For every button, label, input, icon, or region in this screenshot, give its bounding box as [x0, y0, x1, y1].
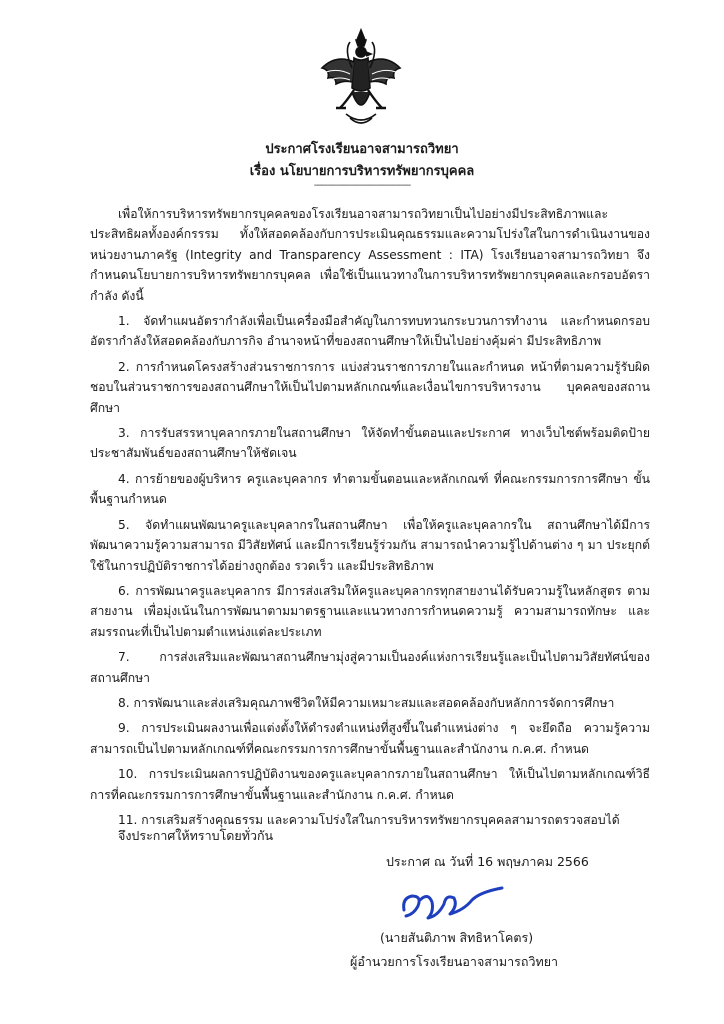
signature-icon — [398, 880, 508, 928]
signer-position: ผู้อำนวยการโรงเรียนอาจสามารถวิทยา — [350, 954, 559, 969]
policy-item-7: 7. การส่งเสริมและพัฒนาสถานศึกษามุ่งสู่ความเป็นองค์แห่งการเรียนรู้และเป็นไปตามวิสัยทัศน์ของสถานศึกษา — [90, 650, 650, 685]
policy-item-1: 1. จัดทำแผนอัตรากำลังเพื่อเป็นเครื่องมือสำคัญในการทบทวนกระบวนการทำงาน และกำหนดกรอบอัตรากำลังให้สอดคล้องกับภารกิจ อำนาจหน้าที่ของสถานศึกษาให้เป็นไปอย่างคุ้มค่า มีประสิทธิภาพ — [90, 314, 650, 349]
closing-statement: จึงประกาศให้ทราบโดยทั่วกัน — [118, 828, 274, 843]
policy-item-4: 4. การย้ายของผู้บริหาร ครูและบุคลากร ทำตามขั้นตอนและหลักเกณฑ์ ที่คณะกรรมการการศึกษา ขั้นพื้นฐานกำหนด — [90, 471, 650, 507]
signer-name: (นายสันติภาพ สิทธิหาโคตร) — [380, 930, 534, 945]
document-subject: เรื่อง นโยบายการบริหารทรัพยากรบุคคล — [249, 164, 475, 179]
garuda-emblem-icon — [316, 28, 406, 128]
intro-paragraph: เพื่อให้การบริหารทรัพยากรบุคคลของโรงเรียนอาจสามารถวิทยาเป็นไปอย่างมีประสิทธิภาพและประสิทธิผลทั้งองค์กรรรม ทั้งให้สอดคล้องกับการประเมินคุณธรรมและความโปร่งใสในการดำเนินงานของหน่วยงานภาครัฐ (Integrity and Transparency Assessment : ITA) โรงเรียนอาจสามารถวิทยา จึงกำหนดนโยบายการบริหารทรัพยากรบุคคล เพื่อใช้เป็นแนวทางในการบริหารทรัพยากรบุคคลและกรอบอัตรากำลัง ดังนี้ — [90, 207, 650, 303]
policy-item-2: 2. การกำหนดโครงสร้างส่วนราชการการ แบ่งส่วนราชการภายในและกำหนด หน้าที่ตามความรู้รับผิดชอบในส่วนราชการของสถานศึกษาให้เป็นไปตามหลักเกณฑ์และเงื่อนไขการบริหารงาน บุคคลของสถานศึกษา — [90, 359, 650, 415]
policy-item-8: 8. การพัฒนาและส่งเสริมคุณภาพชีวิตให้มีความเหมาะสมและสอดคล้องกับหลักการจัดการศึกษา — [118, 695, 615, 710]
document-title: ประกาศโรงเรียนอาจสามารถวิทยา — [265, 142, 459, 157]
policy-item-5: 5. จัดทำแผนพัฒนาครูและบุคลากรในสถานศึกษา เพื่อให้ครูและบุคลากรใน สถานศึกษาได้มีการ พัฒนาความรู้ความสามารถ มีวิสัยทัศน์ และมีการเรียนรู้ร่วมกัน สามารถนำความรู้ไปด้านต่าง ๆ มา ประยุกต์ใช้ในการปฏิบัติราชการได้อย่างถูกต้อง รวดเร็ว และมีประสิทธิภาพ — [90, 517, 650, 573]
announcement-date: ประกาศ ณ วันที่ 16 พฤษภาคม 2566 — [386, 854, 589, 869]
policy-item-3: 3. การรับสรรหาบุคลากรภายในสถานศึกษา ให้จัดทำขั้นตอนและประกาศ ทางเว็บไซต์พร้อมติดป้ายประชาสัมพันธ์ของสถานศึกษาให้ชัดเจน — [90, 426, 650, 461]
policy-item-6: 6. การพัฒนาครูและบุคลากร มีการส่งเสริมให้ครูและบุคลากรทุกสายงานได้รับความรู้ในหลักสูตร ตามสายงาน เพื่อมุ่งเน้นในการพัฒนาตามมาตรฐานและแนวทางการกำหนดความรู้ ความสามารถทักษะ และสมรรถนะที่เป็นไปตามตำแหน่งแต่ละประเภท — [90, 583, 650, 639]
policy-item-11: 11. การเสริมสร้างคุณธรรม และความโปร่งใสในการบริหารทรัพยากรบุคคลสามารถตรวจสอบได้ — [118, 812, 620, 827]
title-divider: ------------------------------------- — [313, 180, 411, 191]
document-body — [90, 204, 650, 835]
policy-item-9: 9. การประเมินผลงานเพื่อแต่งตั้งให้ดำรงตำแหน่งที่สูงขึ้นในตำแหน่งต่าง ๆ จะยึดถือ ความรู้ความสามารถเป็นไปตามหลักเกณฑ์ที่คณะกรรมการการศึกษาขั้นพื้นฐานและสำนักงาน ก.ค.ศ. กำหนด — [90, 721, 650, 756]
policy-item-10: 10. การประเมินผลการปฏิบัติงานของครูและบุคลากรภายในสถานศึกษา ให้เป็นไปตามหลักเกณฑ์วิธีการที่คณะกรรมการการศึกษาขั้นพื้นฐานและสำนักงาน ก.ค.ศ. กำหนด — [90, 767, 650, 802]
